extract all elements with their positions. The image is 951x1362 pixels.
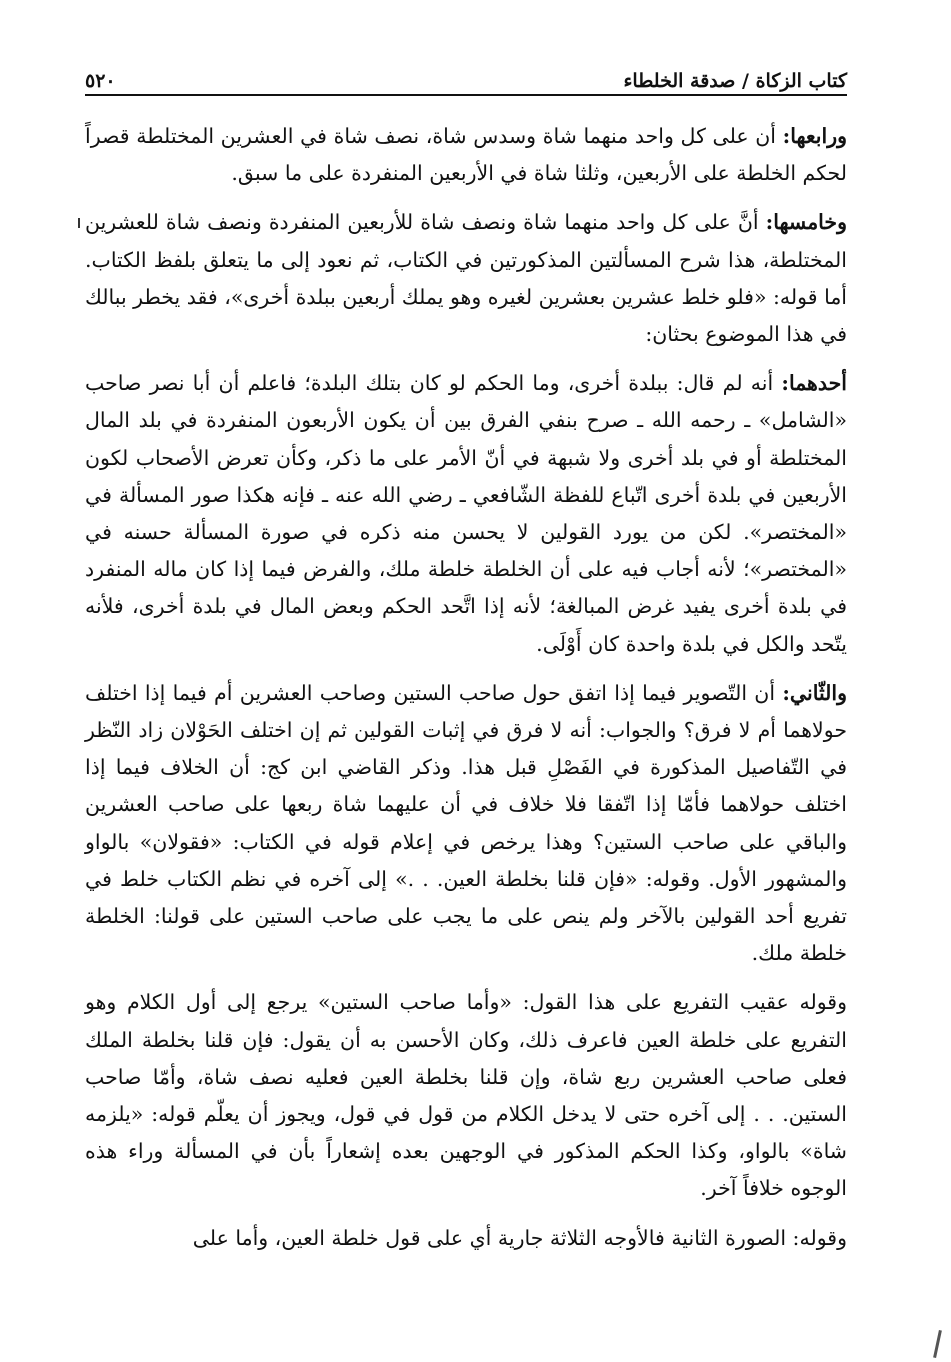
paragraph — [85, 204, 847, 353]
paragraph-text: أنَّ على كل واحد منهما شاة ونصف شاة للأربعين المنفردة ونصف شاة للعشرين المختلطة، هذا شرح المسألتين المذكورتين في الكتاب، ثم نعود إلى ما يتعلق بلفظ الكتاب. أما قوله: «فلو خلط عشرين بعشرين لغيره وهو يملك أربعين ببلدة أخرى»، فقد يخطر ببالك في هذا الموضوع بحثان: — [85, 210, 847, 347]
running-head — [85, 56, 847, 92]
header-rule — [85, 94, 847, 96]
paragraph-text: وقوله عقيب التفريع على هذا القول: «وأما صاحب الستين» يرجع إلى أول الكلام وهو التفريع على خلطة العين فاعرف ذلك، وكان الأحسن به أن يقول: فإن قلنا بخلطة الملك فعلى صاحب العشرين ربع شاة، وإن قلنا بخلطة العين فعليه نصف شاة، وأمّا صاحب الستين. . . إلى آخره حتى لا يدخل الكلام من قول في قول، ويجوز أن يعلّم قوله: «يلزمه شاة» بالواو، وكذا الحكم المذكور في الوجهين بعده إشعاراً بأن في المسألة وراء هذه الوجوه خلافاً آخر. — [85, 990, 847, 1201]
paragraph — [85, 365, 847, 663]
paragraph-text: وقوله: الصورة الثانية فالأوجه الثلاثة جارية أي على قول خلطة العين، وأما على — [192, 1225, 847, 1250]
paragraph — [85, 984, 847, 1207]
paragraph — [85, 118, 847, 192]
paragraph-lead: ورابعها: — [782, 124, 847, 148]
page-edge-mark — [933, 1330, 942, 1358]
running-title: كتاب الزكاة / صدقة الخلطاء — [623, 70, 847, 92]
paragraph-lead: والثّاني: — [782, 680, 847, 705]
body-text — [85, 118, 847, 1269]
paragraph-lead: وخامسها: — [765, 210, 847, 235]
paragraph — [85, 675, 847, 973]
paragraph — [85, 1220, 847, 1257]
stray-ink-mark — [78, 218, 80, 228]
paragraph-lead: أحدهما: — [781, 371, 847, 396]
page-number: ٥٢٠ — [85, 70, 116, 92]
paragraph-text: أن على كل واحد منهما شاة وسدس شاة، نصف شاة في العشرين المختلطة قصراً لحكم الخلطة على الأربعين، وثلثا شاة في الأربعين المنفردة على ما سبق. — [85, 124, 847, 186]
paragraph-text: أن التّصوير فيما إذا اتفق حول صاحب الستين وصاحب العشرين أم فيما إذا اختلف حولاهما أم لا فرق؟ والجواب: أنه لا فرق في إثبات القولين ثم إن اختلف الحَوْلان زاد النّظر في التّفاصيل المذكورة في الفَصْلِ قبل هذا. وذكر القاضي ابن كج: أن الخلاف فيما إذا اختلف حولاهما فأمّا إذا اتّفقا فلا خلاف في أن عليهما شاة ربعها على صاحب العشرين والباقي على صاحب الستين؟ وهذا يرخص في إعلام قوله في الكتاب: «فقولان» بالواو والمشهور الأول. وقوله: «فإن قلنا بخلطة العين. . .» إلى آخره في نظم الكتاب خلط في تفريع أحد القولين بالآخر ولم ينص على ما يجب على صاحب الستين على قولنا: الخلطة خلطة ملك. — [85, 680, 847, 966]
paragraph-text: أنه لم قال: ببلدة أخرى، وما الحكم لو كان بتلك البلدة؛ فاعلم أن أبا نصر صاحب «الشامل» ـ رحمه الله ـ صرح بنفي الفرق بين أن يكون الأربعون المنفردة في بلد المال المختلطة أو في بلد أخرى ولا شبهة في أنّ الأمر على ما ذكر، وكأن تعرض الأصحاب لكون الأربعين في بلدة أخرى اتّباع للفظة الشّافعي ـ رضي الله عنه ـ فإنه هكذا صور المسألة في «المختصر». لكن من يورد القولين لا يحسن منه ذكره في صورة المسألة حسنه في «المختصر»؛ لأنه أجاب فيه على أن الخلطة خلطة ملك، والفرض فيما إذا كان ماله المنفرد في بلدة أخرى يفيد غرض المبالغة؛ لأنه إذا اتَّحد الحكم وبعض المال في بلدة أخرى، فلأنه يتّحد والكل في بلدة واحدة كان أَوْلَى. — [85, 371, 847, 656]
